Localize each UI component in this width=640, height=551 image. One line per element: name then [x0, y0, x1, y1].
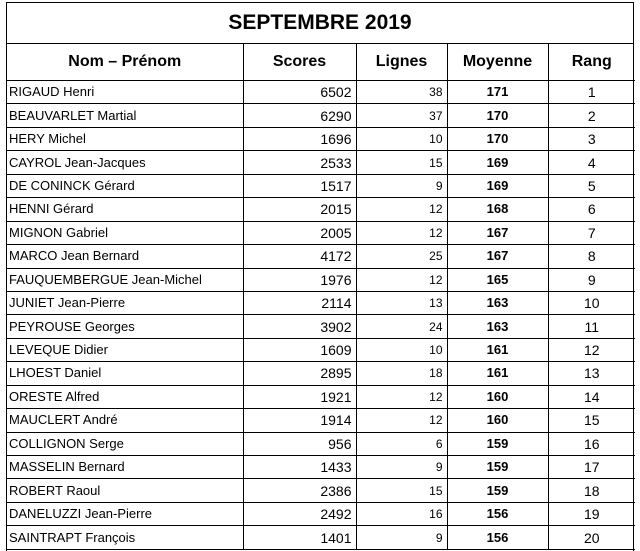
column-header-lignes: Lignes: [356, 44, 447, 81]
player-moyenne: 159: [447, 456, 548, 479]
player-name: MAUCLERT André: [7, 409, 243, 432]
player-name: MARCO Jean Bernard: [7, 245, 243, 268]
player-rang: 12: [548, 338, 635, 361]
column-header-moyenne: Moyenne: [447, 44, 548, 81]
player-score: 1609: [243, 338, 356, 361]
table-row: [7, 127, 635, 150]
table-row: [7, 104, 635, 127]
table-row: [7, 385, 635, 408]
player-lignes: 10: [356, 338, 447, 361]
player-score: 6502: [243, 81, 356, 104]
player-moyenne: 159: [447, 432, 548, 455]
player-lignes: 10: [356, 127, 447, 150]
player-name: DANELUZZI Jean-Pierre: [7, 502, 243, 525]
player-score: 6290: [243, 104, 356, 127]
player-score: 2005: [243, 221, 356, 244]
player-moyenne: 160: [447, 385, 548, 408]
player-lignes: 12: [356, 221, 447, 244]
player-lignes: 12: [356, 385, 447, 408]
table-row: [7, 291, 635, 314]
player-name: ORESTE Alfred: [7, 385, 243, 408]
player-rang: 10: [548, 291, 635, 314]
player-moyenne: 168: [447, 198, 548, 221]
player-moyenne: 169: [447, 151, 548, 174]
player-name: DE CONINCK Gérard: [7, 174, 243, 197]
player-rang: 14: [548, 385, 635, 408]
player-rang: 19: [548, 502, 635, 525]
table-row: [7, 338, 635, 361]
column-header-rang: Rang: [548, 44, 635, 81]
table-row: [7, 315, 635, 338]
player-moyenne: 161: [447, 362, 548, 385]
table-row: [7, 198, 635, 221]
player-rang: 2: [548, 104, 635, 127]
player-score: 1696: [243, 127, 356, 150]
player-moyenne: 156: [447, 502, 548, 525]
player-name: LHOEST Daniel: [7, 362, 243, 385]
player-score: 1914: [243, 409, 356, 432]
player-score: 2895: [243, 362, 356, 385]
player-score: 1517: [243, 174, 356, 197]
player-rang: 8: [548, 245, 635, 268]
player-name: HERY Michel: [7, 127, 243, 150]
column-header-scores: Scores: [243, 44, 356, 81]
column-header-name: Nom – Prénom: [7, 44, 243, 81]
player-lignes: 37: [356, 104, 447, 127]
player-moyenne: 171: [447, 81, 548, 104]
player-score: 1976: [243, 268, 356, 291]
table-header-row: [7, 44, 635, 81]
player-rang: 5: [548, 174, 635, 197]
player-name: CAYROL Jean-Jacques: [7, 151, 243, 174]
player-score: 2533: [243, 151, 356, 174]
table-row: [7, 502, 635, 525]
player-score: 2015: [243, 198, 356, 221]
player-lignes: 18: [356, 362, 447, 385]
player-moyenne: 165: [447, 268, 548, 291]
player-score: 4172: [243, 245, 356, 268]
player-moyenne: 170: [447, 104, 548, 127]
player-lignes: 9: [356, 526, 447, 549]
player-rang: 17: [548, 456, 635, 479]
table-row: [7, 268, 635, 291]
table-row: [7, 81, 635, 104]
table-row: [7, 174, 635, 197]
page-title: SEPTEMBRE 2019: [7, 3, 633, 44]
player-lignes: 15: [356, 479, 447, 502]
player-lignes: 24: [356, 315, 447, 338]
player-name: SAINTRAPT François: [7, 526, 243, 549]
player-rang: 16: [548, 432, 635, 455]
player-moyenne: 167: [447, 245, 548, 268]
table-row: [7, 151, 635, 174]
player-moyenne: 160: [447, 409, 548, 432]
player-lignes: 16: [356, 502, 447, 525]
player-name: ROBERT Raoul: [7, 479, 243, 502]
player-name: RIGAUD Henri: [7, 81, 243, 104]
player-lignes: 13: [356, 291, 447, 314]
player-rang: 7: [548, 221, 635, 244]
player-name: BEAUVARLET Martial: [7, 104, 243, 127]
table-row: [7, 456, 635, 479]
player-name: MASSELIN Bernard: [7, 456, 243, 479]
player-rang: 13: [548, 362, 635, 385]
player-rang: 6: [548, 198, 635, 221]
player-lignes: 6: [356, 432, 447, 455]
player-lignes: 12: [356, 409, 447, 432]
player-name: COLLIGNON Serge: [7, 432, 243, 455]
player-score: 3902: [243, 315, 356, 338]
player-name: HENNI Gérard: [7, 198, 243, 221]
player-rang: 18: [548, 479, 635, 502]
table-row: [7, 362, 635, 385]
player-moyenne: 170: [447, 127, 548, 150]
player-rang: 4: [548, 151, 635, 174]
player-moyenne: 167: [447, 221, 548, 244]
player-rang: 9: [548, 268, 635, 291]
player-name: PEYROUSE Georges: [7, 315, 243, 338]
player-lignes: 12: [356, 198, 447, 221]
player-score: 1921: [243, 385, 356, 408]
player-moyenne: 163: [447, 315, 548, 338]
ranking-sheet: [6, 2, 634, 551]
player-score: 1433: [243, 456, 356, 479]
table-row: [7, 409, 635, 432]
ranking-table: [7, 44, 635, 550]
player-rang: 11: [548, 315, 635, 338]
table-row: [7, 245, 635, 268]
table-row: [7, 526, 635, 549]
table-row: [7, 479, 635, 502]
player-moyenne: 156: [447, 526, 548, 549]
player-moyenne: 169: [447, 174, 548, 197]
player-lignes: 25: [356, 245, 447, 268]
player-lignes: 9: [356, 174, 447, 197]
player-score: 2492: [243, 502, 356, 525]
player-lignes: 9: [356, 456, 447, 479]
table-row: [7, 432, 635, 455]
player-rang: 3: [548, 127, 635, 150]
player-score: 2386: [243, 479, 356, 502]
player-moyenne: 163: [447, 291, 548, 314]
player-moyenne: 161: [447, 338, 548, 361]
player-lignes: 15: [356, 151, 447, 174]
player-score: 1401: [243, 526, 356, 549]
player-lignes: 12: [356, 268, 447, 291]
player-name: FAUQUEMBERGUE Jean-Michel: [7, 268, 243, 291]
player-score: 2114: [243, 291, 356, 314]
player-rang: 15: [548, 409, 635, 432]
player-name: LEVEQUE Didier: [7, 338, 243, 361]
player-name: JUNIET Jean-Pierre: [7, 291, 243, 314]
player-lignes: 38: [356, 81, 447, 104]
player-moyenne: 159: [447, 479, 548, 502]
player-rang: 20: [548, 526, 635, 549]
player-name: MIGNON Gabriel: [7, 221, 243, 244]
table-row: [7, 221, 635, 244]
player-rang: 1: [548, 81, 635, 104]
player-score: 956: [243, 432, 356, 455]
